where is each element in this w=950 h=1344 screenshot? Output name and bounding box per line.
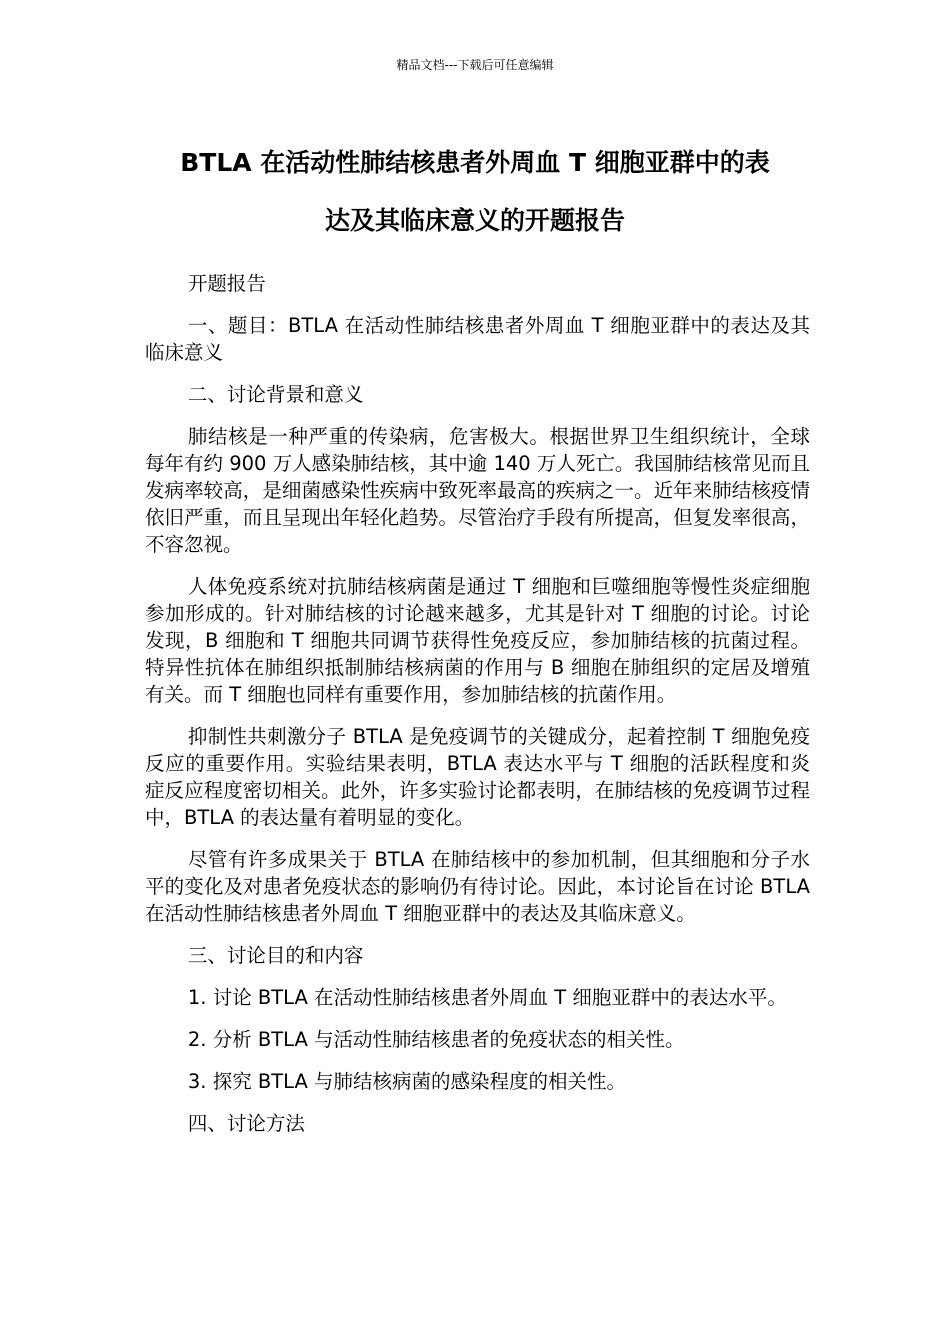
list-item: 2. 分析 BTLA 与活动性肺结核患者的免疫状态的相关性。 (187, 1028, 685, 1051)
section-heading-background: 二、讨论背景和意义 (187, 383, 364, 406)
paragraph: 肺结核是一种严重的传染病，危害极大。根据世界卫生组织统计，全球每年有约 900 万人感染肺结核，其中逾 140 万人死亡。我国肺结核常见而且发病率较高，是细菌感染性疾病中致死率最高的疾病之一。近年来肺结核疫情依旧严重，而且呈现出年轻化趋势。尽管治疗手段有所提高，但复发率很高，不容忽视。 (145, 425, 810, 556)
list-item: 3. 探究 BTLA 与肺结核病菌的感染程度的相关性。 (187, 1070, 627, 1093)
header-note: 精品文档---下载后可任意编辑 (396, 58, 554, 72)
document-body (145, 270, 810, 1152)
section-heading-methods: 四、讨论方法 (187, 1112, 305, 1135)
report-label: 开题报告 (187, 272, 266, 295)
paragraph: 人体免疫系统对抗肺结核病菌是通过 T 细胞和巨噬细胞等慢性炎症细胞参加形成的。针对肺结核的讨论越来越多，尤其是针对 T 细胞的讨论。讨论发现，B 细胞和 T 细胞共同调节获得性免疫反应，参加肺结核的抗菌过程。特异性抗体在肺组织抵制肺结核病菌的作用与 B 细胞在肺组织的定居及增殖有关。而 T 细胞也同样有重要作用，参加肺结核的抗菌作用。 (145, 575, 810, 706)
paragraph: 尽管有许多成果关于 BTLA 在肺结核中的参加机制，但其细胞和分子水平的变化及对患者免疫状态的影响仍有待讨论。因此，本讨论旨在讨论 BTLA 在活动性肺结核患者外周血 T 细胞亚群中的表达及其临床意义。 (145, 848, 810, 925)
title-line-2: 达及其临床意义的开题报告 (324, 206, 625, 235)
list-item: 1. 讨论 BTLA 在活动性肺结核患者外周血 T 细胞亚群中的表达水平。 (187, 986, 787, 1009)
paragraph: 抑制性共刺激分子 BTLA 是免疫调节的关键成分，起着控制 T 细胞免疫反应的重要作用。实验结果表明，BTLA 表达水平与 T 细胞的活跃程度和炎症反应程度密切相关。此外，许多实验讨论都表明，在肺结核的免疫调节过程中，BTLA 的表达量有着明显的变化。 (145, 725, 810, 829)
title-line-1: BTLA 在活动性肺结核患者外周血 T 细胞亚群中的表 (180, 148, 770, 177)
section-topic: 一、题目：BTLA 在活动性肺结核患者外周血 T 细胞亚群中的表达及其临床意义 (145, 314, 810, 364)
document-title (140, 134, 810, 250)
section-heading-objectives: 三、讨论目的和内容 (187, 944, 364, 967)
